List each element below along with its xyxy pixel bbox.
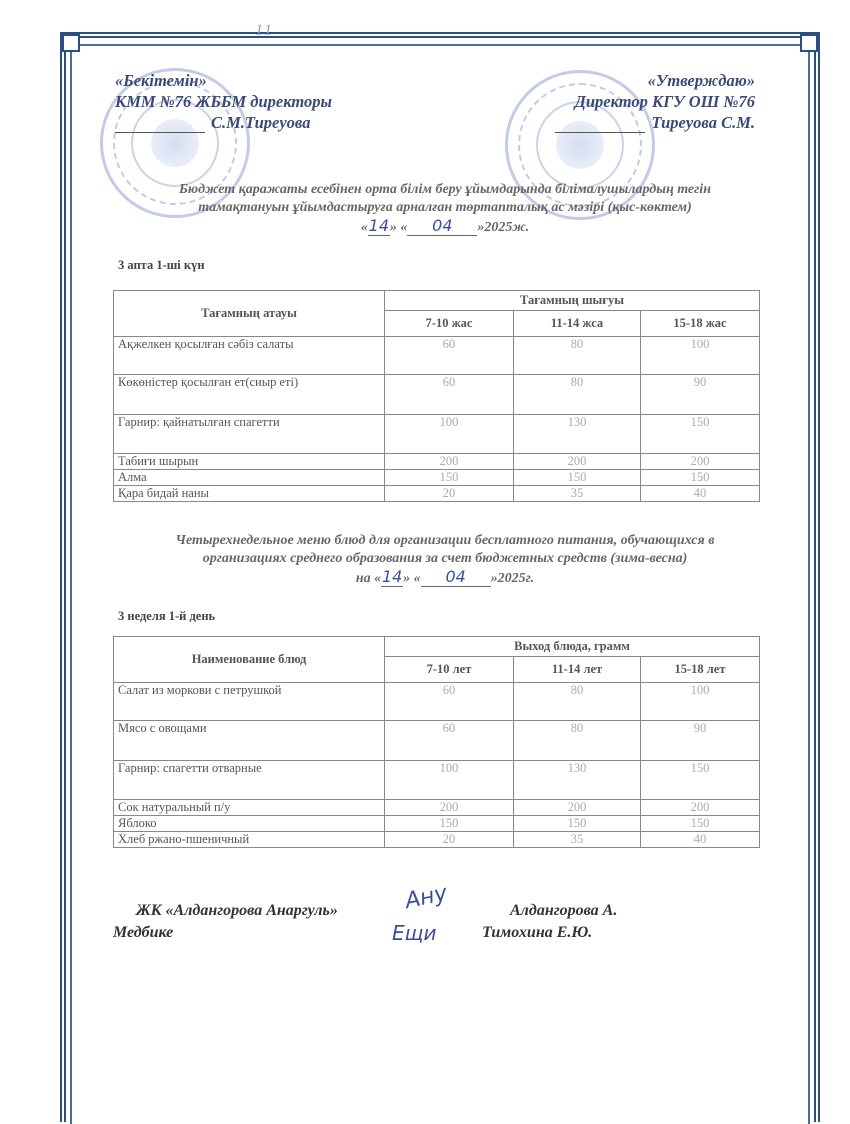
- col-header-portion-ru: Выход блюда, грамм: [385, 637, 760, 657]
- border-corner-left: [62, 34, 80, 52]
- dish-name: Гарнир: қайнатылған спагетти: [114, 415, 385, 454]
- col-header-age: 15-18 жас: [641, 311, 760, 337]
- table-row: [114, 800, 760, 816]
- portion-value: 90: [641, 375, 760, 415]
- director-name-ru: Тиреуова С.М.: [651, 113, 755, 132]
- portion-value: 40: [641, 832, 760, 848]
- director-name-kz: С.М.Тиреуова: [211, 113, 311, 132]
- signature-line-kz: [115, 132, 205, 133]
- date-open-ru: на «: [355, 571, 382, 586]
- dish-name: Қара бидай наны: [114, 486, 385, 502]
- approval-block-ru: [555, 70, 755, 133]
- table-row: [114, 761, 760, 800]
- portion-value: 80: [514, 375, 641, 415]
- handwritten-signature-1: Ану: [402, 880, 450, 915]
- signature-line-ru: [555, 132, 645, 133]
- dish-name: Сок натуральный п/у: [114, 800, 385, 816]
- portion-value: 200: [385, 454, 514, 470]
- portion-value: 90: [641, 721, 760, 761]
- portion-value: 200: [385, 800, 514, 816]
- day-label-kz: 3 апта 1-ші күн: [118, 258, 205, 272]
- border-corner-right: [800, 34, 818, 52]
- portion-value: 20: [385, 832, 514, 848]
- col-header-age: 7-10 жас: [385, 311, 514, 337]
- col-header-portion-kz: Тағамның шығуы: [385, 291, 760, 311]
- dish-name: Мясо с овощами: [114, 721, 385, 761]
- portion-value: 200: [641, 800, 760, 816]
- approval-block-kz: [115, 70, 332, 133]
- date-open-kz: «: [360, 220, 368, 235]
- portion-value: 200: [514, 454, 641, 470]
- handwritten-signature-2: Ещи: [392, 921, 437, 945]
- date-month-kz: 04: [407, 217, 477, 236]
- date-year-ru: »2025г.: [490, 571, 535, 586]
- medic-person: Тимохина Е.Ю.: [482, 924, 593, 941]
- portion-value: 150: [641, 816, 760, 832]
- table-row: [114, 721, 760, 761]
- portion-value: 100: [641, 337, 760, 375]
- dish-name: Хлеб ржано-пшеничный: [114, 832, 385, 848]
- table-row: [114, 683, 760, 721]
- col-header-age: 15-18 лет: [641, 657, 760, 683]
- portion-value: 80: [514, 337, 641, 375]
- dish-name: Гарнир: спагетти отварные: [114, 761, 385, 800]
- col-header-age: 11-14 лет: [514, 657, 641, 683]
- table-row: [114, 337, 760, 375]
- portion-value: 200: [514, 800, 641, 816]
- date-day-kz: 14: [368, 216, 389, 235]
- portion-value: 60: [385, 337, 514, 375]
- date-mid-ru: » «: [403, 571, 421, 586]
- director-position-kz: КММ №76 ЖББМ директоры: [115, 92, 332, 111]
- table-row: [114, 816, 760, 832]
- portion-value: 200: [641, 454, 760, 470]
- date-mid-kz: » «: [389, 220, 408, 235]
- portion-value: 60: [385, 375, 514, 415]
- director-position-ru: Директор КГУ ОШ №76: [574, 92, 755, 111]
- portion-value: 80: [514, 683, 641, 721]
- dish-name: Ақжелкен қосылған сәбіз салаты: [114, 337, 385, 375]
- portion-value: 150: [385, 470, 514, 486]
- portion-value: 40: [641, 486, 760, 502]
- portion-value: 100: [385, 761, 514, 800]
- portion-value: 150: [385, 816, 514, 832]
- menu-title-kz-line1: Бюджет қаражаты есебінен орта білім беру ұйымдарында білімалушылардың тегін: [179, 182, 711, 197]
- menu-title-ru-line2: организациях среднего образования за счет бюджетных средств (зима-весна): [202, 551, 688, 566]
- col-header-dish-ru: Наименование блюд: [114, 637, 385, 683]
- day-label-ru: 3 неделя 1-й день: [118, 609, 216, 623]
- dish-name: Яблоко: [114, 816, 385, 832]
- portion-value: 80: [514, 721, 641, 761]
- table-row: [114, 415, 760, 454]
- portion-value: 150: [514, 816, 641, 832]
- portion-value: 35: [514, 486, 641, 502]
- medic-label: Медбике: [113, 924, 174, 941]
- date-day-ru: 14: [381, 567, 403, 586]
- date-year-kz: »2025ж.: [477, 220, 530, 235]
- dish-name: Табиғи шырын: [114, 454, 385, 470]
- date-month-ru: 04: [421, 568, 491, 587]
- menu-title-kz: [110, 181, 780, 237]
- portion-value: 130: [514, 415, 641, 454]
- top-scribble: 11: [255, 22, 274, 39]
- portion-value: 150: [641, 761, 760, 800]
- dish-name: Көкөністер қосылған ет(сиыр еті): [114, 375, 385, 415]
- col-header-age: 11-14 жса: [514, 311, 641, 337]
- portion-value: 150: [514, 470, 641, 486]
- portion-value: 150: [641, 470, 760, 486]
- portion-value: 100: [641, 683, 760, 721]
- portion-value: 60: [385, 683, 514, 721]
- portion-value: 130: [514, 761, 641, 800]
- portion-value: 35: [514, 832, 641, 848]
- col-header-age: 7-10 лет: [385, 657, 514, 683]
- portion-value: 150: [641, 415, 760, 454]
- menu-table-kz: [113, 290, 760, 502]
- col-header-dish-kz: Тағамның атауы: [114, 291, 385, 337]
- dish-name: Салат из моркови с петрушкой: [114, 683, 385, 721]
- dish-name: Алма: [114, 470, 385, 486]
- approval-label-ru: «Утверждаю»: [647, 71, 755, 90]
- supplier-company: ЖК «Алдангорова Анаргуль»: [136, 902, 338, 919]
- table-row: [114, 486, 760, 502]
- supplier-person: Алдангорова А.: [510, 902, 618, 919]
- menu-title-ru-line1: Четырехнедельное меню блюд для организации бесплатного питания, обучающихся в: [175, 533, 715, 548]
- menu-title-ru: [110, 532, 780, 588]
- portion-value: 60: [385, 721, 514, 761]
- menu-table-ru: [113, 636, 760, 848]
- table-row: [114, 375, 760, 415]
- portion-value: 100: [385, 415, 514, 454]
- table-row: [114, 470, 760, 486]
- menu-title-kz-line2: тамақтануын ұйымдастыруға арналған төртапталық ас мәзірі (қыс-көктем): [198, 200, 692, 215]
- portion-value: 20: [385, 486, 514, 502]
- approval-label-kz: «Бекітемін»: [115, 71, 207, 90]
- table-row: [114, 454, 760, 470]
- table-row: [114, 832, 760, 848]
